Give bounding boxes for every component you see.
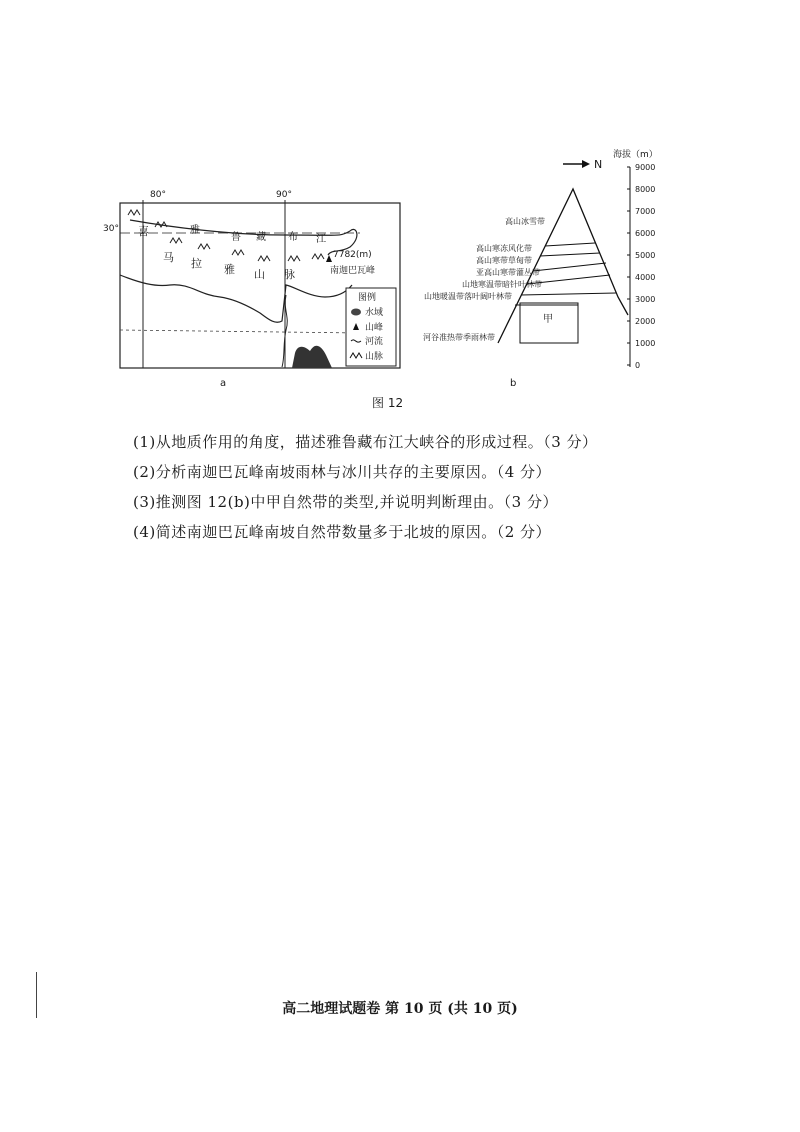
legend-label: 水域 — [365, 308, 384, 318]
river-char: 雅 — [190, 225, 200, 236]
question-3: (3)推测图 12(b)中甲自然带的类型,并说明判断理由。（3 分） — [133, 493, 558, 511]
peak-icon — [326, 255, 332, 262]
zone-label: 山地寒温带暗针叶林带 — [462, 280, 542, 289]
peak-name: 南迦巴瓦峰 — [330, 266, 376, 276]
y-tick: 6000 — [635, 229, 656, 238]
himalaya-char: 马 — [163, 251, 174, 264]
lon-label-90: 90° — [276, 190, 292, 200]
zone-boundary — [533, 263, 606, 271]
north-label: N — [594, 158, 603, 171]
river-char: 藏 — [256, 232, 266, 243]
y-tick: 7000 — [635, 207, 656, 216]
himalaya-char: 山 — [254, 268, 265, 281]
map-a — [103, 190, 400, 389]
figure-caption: 图 12 — [372, 396, 404, 410]
zone-boundary — [545, 243, 595, 246]
zone-label: 山地暖温带落叶阔叶林带 — [424, 292, 512, 301]
y-ticks — [627, 163, 655, 370]
lat-label-30: 30° — [103, 224, 119, 234]
north-arrow-head — [582, 160, 590, 168]
y-tick: 5000 — [635, 251, 656, 260]
figure-12 — [100, 145, 700, 415]
figure-12-svg — [100, 145, 700, 415]
zone-boundary — [521, 293, 616, 295]
peak-elevation: 7782(m) — [333, 250, 372, 260]
question-4: (4)简述南迦巴瓦峰南坡自然带数量多于北坡的原因。（2 分） — [133, 523, 552, 541]
river-char: 鲁 — [231, 232, 241, 243]
zone-boundary — [540, 253, 600, 256]
zone-label: 高山寒冻风化带 — [476, 244, 532, 253]
legend-title: 图例 — [358, 293, 377, 303]
questions-list — [133, 427, 693, 547]
map-legend — [346, 288, 396, 366]
y-tick: 8000 — [635, 185, 656, 194]
zone-jia-label: 甲 — [543, 314, 553, 325]
zone-label: 亚高山寒带灌丛带 — [476, 268, 540, 277]
legend-label: 河流 — [365, 337, 384, 347]
water-icon — [351, 309, 361, 316]
himalaya-char: 拉 — [191, 257, 202, 270]
legend-label: 山脉 — [365, 352, 384, 362]
sublabel-b: b — [510, 378, 517, 389]
dashed-parallel — [120, 330, 360, 333]
mountain-profile — [498, 189, 628, 343]
himalaya-char: 雅 — [224, 263, 235, 276]
zone-label: 高山冰雪带 — [505, 217, 545, 226]
legend-label: 山峰 — [365, 323, 384, 333]
water-body — [292, 346, 332, 368]
y-tick: 4000 — [635, 273, 656, 282]
sublabel-a: a — [220, 378, 227, 389]
profile-b — [423, 148, 658, 389]
y-tick: 3000 — [635, 295, 656, 304]
y-tick: 9000 — [635, 163, 656, 172]
y-axis-title: 海拔（m） — [613, 150, 658, 160]
question-1: (1)从地质作用的角度，描述雅鲁藏布江大峡谷的形成过程。（3 分） — [133, 433, 598, 451]
y-tick: 0 — [635, 361, 641, 370]
river-char: 江 — [316, 234, 326, 245]
lon-label-80: 80° — [150, 190, 166, 200]
question-2: (2)分析南迦巴瓦峰南坡雨林与冰川共存的主要原因。（4 分） — [133, 463, 552, 481]
y-tick: 1000 — [635, 339, 656, 348]
river-char: 布 — [288, 232, 298, 243]
zone-label: 高山寒带草甸带 — [476, 256, 532, 265]
zone-label: 河谷准热带季雨林带 — [423, 333, 495, 342]
border-line — [120, 275, 352, 322]
page-footer: 高二地理试题卷 第 10 页 (共 10 页) — [282, 1001, 518, 1017]
himalaya-char: 喜 — [138, 225, 149, 238]
y-tick: 2000 — [635, 317, 656, 326]
himalaya-char: 脉 — [284, 268, 295, 281]
